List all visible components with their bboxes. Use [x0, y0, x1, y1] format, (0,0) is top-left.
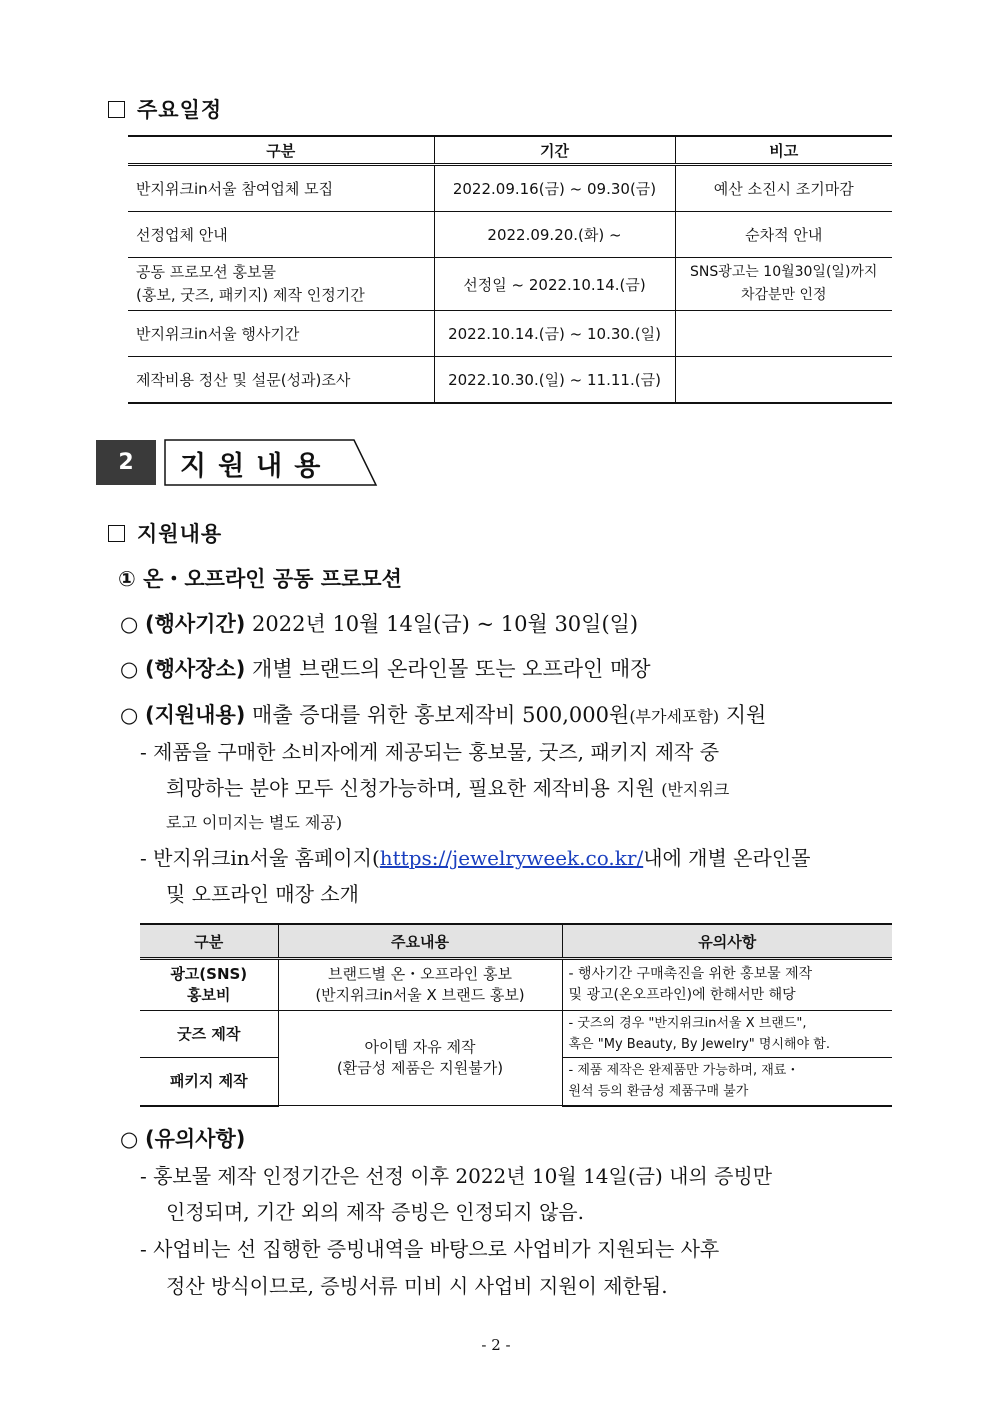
bullet-label: (행사장소) — [145, 657, 246, 681]
bullet-text: 개별 브랜드의 온라인몰 또는 오프라인 매장 — [252, 657, 651, 681]
table-cell — [675, 357, 892, 404]
note-1-cont: 인정되며, 기간 외의 제작 증빙은 인정되지 않음. — [166, 1200, 584, 1224]
note-2: - 사업비는 선 집행한 증빙내역을 바탕으로 사업비가 지원되는 사후 — [140, 1237, 720, 1261]
table-cell: 2022.10.14.(금) ~ 10.30.(일) — [434, 311, 675, 357]
bullet-notes — [120, 1123, 245, 1153]
table-cell: 선정업체 안내 — [128, 212, 434, 258]
bullet-text: 지원 — [725, 703, 767, 727]
bullet-label: (지원내용) — [145, 703, 246, 727]
table-header: 구분 — [128, 136, 434, 165]
circle-bullet-icon: ○ — [120, 703, 139, 727]
table-cell: 브랜드별 온・오프라인 홍보 (반지위크in서울 X 브랜드 홍보) — [278, 959, 562, 1011]
table-header: 비고 — [675, 136, 892, 165]
checkbox-square-icon — [108, 101, 125, 118]
table-cell: 반지위크in서울 행사기간 — [128, 311, 434, 357]
bullet-label: (유의사항) — [145, 1127, 246, 1151]
page-number: - 2 - — [481, 1336, 511, 1354]
note-2-cont: 정산 방식이므로, 증빙서류 미비 시 사업비 지원이 제한됨. — [166, 1274, 668, 1298]
bullet-support — [120, 699, 766, 729]
dash-item-2 — [140, 842, 810, 871]
support-heading-text: 지원내용 — [137, 522, 223, 546]
table-row — [128, 212, 892, 258]
schedule-heading — [108, 94, 222, 124]
table-cell: 아이템 자유 제작 (환금성 제품은 지원불가) — [278, 1011, 562, 1106]
table-cell: 선정일 ~ 2022.10.14.(금) — [434, 258, 675, 311]
section-title: 지원내용 — [180, 451, 333, 482]
table-cell: - 굿즈의 경우 "반지위크in서울 X 브랜드", 혹은 "My Beauty, By Jewelry" 명시해야 함. — [562, 1011, 892, 1058]
table-row — [128, 165, 892, 212]
table-header: 주요내용 — [278, 924, 562, 959]
table-row — [140, 959, 892, 1011]
section-number-badge: 2 — [96, 440, 156, 485]
dash-text: 내에 개별 온라인몰 — [643, 846, 811, 870]
circle-bullet-icon: ○ — [120, 612, 139, 636]
bullet-place — [120, 653, 651, 683]
dash-item-2-cont: 및 오프라인 매장 소개 — [166, 882, 359, 906]
table-header: 기간 — [434, 136, 675, 165]
table-cell: 예산 소진시 조기마감 — [675, 165, 892, 212]
table-row — [128, 258, 892, 311]
dash-item-1-cont2: 로고 이미지는 별도 제공) — [166, 813, 343, 832]
table-cell: 2022.09.20.(화) ~ — [434, 212, 675, 258]
circle-bullet-icon: ○ — [120, 1127, 139, 1151]
table-header: 구분 — [140, 924, 278, 959]
support-table — [140, 923, 892, 1107]
checkbox-square-icon — [108, 525, 125, 542]
schedule-heading-text: 주요일정 — [137, 98, 223, 122]
table-cell: 2022.09.16(금) ~ 09.30(금) — [434, 165, 675, 212]
support-heading — [108, 518, 222, 548]
table-cell: SNS광고는 10월30일(일)까지 차감분만 인정 — [675, 258, 892, 311]
bullet-text: 매출 증대를 위한 홍보제작비 500,000원 — [252, 703, 630, 727]
dash-item-1-cont — [166, 772, 729, 801]
homepage-link[interactable]: https://jewelryweek.co.kr/ — [379, 846, 644, 870]
dash-item-1: - 제품을 구매한 소비자에게 제공되는 홍보물, 굿즈, 패키지 제작 중 — [140, 740, 720, 764]
bullet-period — [120, 608, 638, 638]
circle-bullet-icon: ○ — [120, 657, 139, 681]
table-cell: - 제품 제작은 완제품만 가능하며, 재료・ 원석 등의 환금성 제품구매 불가 — [562, 1058, 892, 1106]
table-cell: 공동 프로모션 홍보물 (홍보, 굿즈, 패키지) 제작 인정기간 — [128, 258, 434, 311]
dash-text: 희망하는 분야 모두 신청가능하며, 필요한 제작비용 지원 — [166, 776, 655, 800]
table-row — [128, 357, 892, 404]
bullet-small: (부가세포함) — [629, 707, 720, 726]
table-cell: - 행사기간 구매촉진을 위한 홍보물 제작 및 광고(온오프라인)에 한해서만 해당 — [562, 959, 892, 1011]
bullet-text: 2022년 10월 14일(금) ~ 10월 30일(일) — [252, 612, 639, 636]
table-cell: 패키지 제작 — [140, 1058, 278, 1106]
table-cell — [675, 311, 892, 357]
table-cell: 제작비용 정산 및 설문(성과)조사 — [128, 357, 434, 404]
table-row — [140, 1011, 892, 1058]
table-row — [128, 311, 892, 357]
table-cell: 굿즈 제작 — [140, 1011, 278, 1058]
table-cell: 2022.10.30.(일) ~ 11.11.(금) — [434, 357, 675, 404]
item-heading: ① 온・오프라인 공동 프로모션 — [118, 567, 402, 591]
table-cell: 순차적 안내 — [675, 212, 892, 258]
note-1: - 홍보물 제작 인정기간은 선정 이후 2022년 10월 14일(금) 내의 증빙만 — [140, 1164, 773, 1188]
table-header: 유의사항 — [562, 924, 892, 959]
table-cell: 반지위크in서울 참여업체 모집 — [128, 165, 434, 212]
dash-text: - 반지위크in서울 홈페이지( — [140, 846, 380, 870]
table-cell: 광고(SNS) 홍보비 — [140, 959, 278, 1011]
bullet-label: (행사기간) — [145, 612, 246, 636]
schedule-table — [128, 135, 892, 404]
dash-small: (반지위크 — [661, 780, 730, 799]
